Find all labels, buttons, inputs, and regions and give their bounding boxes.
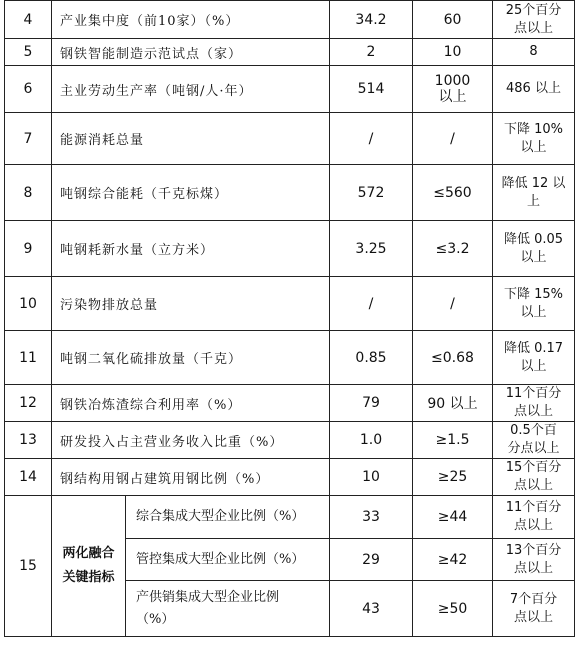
row-number: 8 (5, 165, 52, 221)
target-value: 10 (413, 39, 493, 66)
target-value: ≥1.5 (413, 422, 493, 459)
change-value: 13个百分 点以上 (493, 539, 575, 581)
change-value: 486 以上 (493, 66, 575, 113)
row-number: 9 (5, 221, 52, 277)
table-row (5, 459, 575, 496)
target-value: ≤560 (413, 165, 493, 221)
table-row (5, 165, 575, 221)
sub-indicator-name: 综合集成大型企业比例（%） (126, 496, 330, 539)
row-number: 11 (5, 331, 52, 385)
table-row (5, 39, 575, 66)
row-number: 6 (5, 66, 52, 113)
target-value: 90 以上 (413, 385, 493, 422)
target-value: ≤3.2 (413, 221, 493, 277)
indicator-name: 钢铁智能制造示范试点（家） (52, 39, 330, 66)
row-number: 12 (5, 385, 52, 422)
change-value: 11个百分 点以上 (493, 496, 575, 539)
base-value: 2 (330, 39, 413, 66)
base-value: 514 (330, 66, 413, 113)
base-value: 572 (330, 165, 413, 221)
change-value: 11个百分 点以上 (493, 385, 575, 422)
base-value: / (330, 277, 413, 331)
base-value: 10 (330, 459, 413, 496)
indicator-name: 吨钢二氧化硫排放量（千克） (52, 331, 330, 385)
base-value: 3.25 (330, 221, 413, 277)
change-value: 降低 12 以 上 (493, 165, 575, 221)
change-value: 8 (493, 39, 575, 66)
change-value: 降低 0.17 以上 (493, 331, 575, 385)
target-value: 1000 以上 (413, 66, 493, 113)
sub-indicator-name: 产供销集成大型企业比例 （%） (126, 581, 330, 637)
indicator-name: 污染物排放总量 (52, 277, 330, 331)
indicator-name: 吨钢综合能耗（千克标煤） (52, 165, 330, 221)
table-row (5, 385, 575, 422)
target-value: ≥50 (413, 581, 493, 637)
target-value: ≥42 (413, 539, 493, 581)
change-value: 下降 15% 以上 (493, 277, 575, 331)
indicator-name: 研发投入占主营业务收入比重（%） (52, 422, 330, 459)
indicator-name: 钢结构用钢占建筑用钢比例（%） (52, 459, 330, 496)
change-value: 25个百分 点以上 (493, 1, 575, 39)
base-value: 1.0 (330, 422, 413, 459)
indicator-name: 能源消耗总量 (52, 113, 330, 165)
table-row (5, 1, 575, 39)
row-number: 5 (5, 39, 52, 66)
base-value: 29 (330, 539, 413, 581)
base-value: 33 (330, 496, 413, 539)
target-value: 60 (413, 1, 493, 39)
base-value: / (330, 113, 413, 165)
base-value: 43 (330, 581, 413, 637)
sub-indicator-name: 管控集成大型企业比例（%） (126, 539, 330, 581)
target-value: ≥44 (413, 496, 493, 539)
indicator-table (4, 0, 575, 637)
target-value: / (413, 277, 493, 331)
base-value: 79 (330, 385, 413, 422)
change-value: 7个百分 点以上 (493, 581, 575, 637)
table-row (5, 496, 575, 539)
change-value: 0.5个百 分点以上 (493, 422, 575, 459)
table-row (5, 331, 575, 385)
table-row (5, 277, 575, 331)
table-row (5, 113, 575, 165)
target-value: ≥25 (413, 459, 493, 496)
base-value: 0.85 (330, 331, 413, 385)
row-number: 7 (5, 113, 52, 165)
target-value: / (413, 113, 493, 165)
row-number: 13 (5, 422, 52, 459)
change-value: 下降 10% 以上 (493, 113, 575, 165)
table-row (5, 221, 575, 277)
row-number: 4 (5, 1, 52, 39)
group-label: 两化融合 关键指标 (52, 496, 126, 637)
target-value: ≤0.68 (413, 331, 493, 385)
indicator-name: 主业劳动生产率（吨钢/人·年） (52, 66, 330, 113)
indicator-name: 产业集中度（前10家）（%） (52, 1, 330, 39)
indicator-name: 钢铁冶炼渣综合利用率（%） (52, 385, 330, 422)
change-value: 降低 0.05 以上 (493, 221, 575, 277)
change-value: 15个百分 点以上 (493, 459, 575, 496)
indicator-name: 吨钢耗新水量（立方米） (52, 221, 330, 277)
table-row (5, 66, 575, 113)
table-row (5, 422, 575, 459)
row-number: 15 (5, 496, 52, 637)
base-value: 34.2 (330, 1, 413, 39)
row-number: 14 (5, 459, 52, 496)
row-number: 10 (5, 277, 52, 331)
